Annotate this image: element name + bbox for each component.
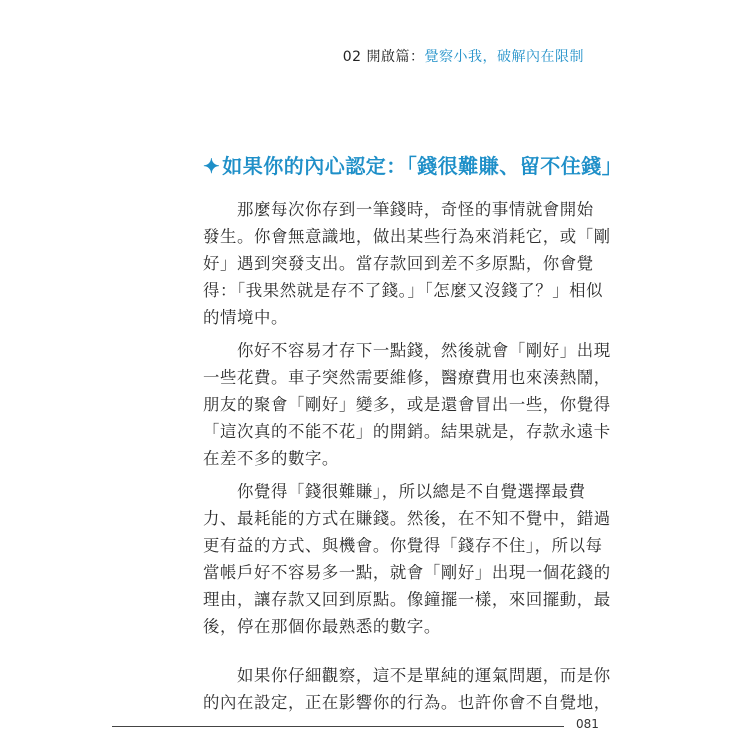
- text-line: 如果你仔細觀察，這不是單純的運氣問題，而是你: [203, 666, 611, 685]
- text-line: 那麼每次你存到一筆錢時，奇怪的事情就會開始: [203, 200, 594, 219]
- page-number: 081: [576, 717, 599, 731]
- paragraph: [203, 196, 611, 331]
- text-line: 在差不多的數字。: [203, 449, 339, 468]
- text-line: 的內在設定，正在影響你的行為。也許你會不自覺地，: [203, 693, 611, 712]
- text-line: 理由，讓存款又回到原點。像鐘擺一樣，來回擺動，最: [203, 590, 611, 609]
- four-pointed-star-icon: ✦: [203, 154, 221, 178]
- paragraph: [203, 337, 611, 472]
- text-line: 得：「我果然就是存不了錢。」「怎麼又沒錢了？」相似: [203, 281, 604, 300]
- paragraph: [203, 478, 611, 640]
- text-line: 你好不容易才存下一點錢，然後就會「剛好」出現: [203, 341, 611, 360]
- chapter-subtitle: 覺察小我，破解內在限制: [424, 49, 584, 65]
- text-line: 後，停在那個你最熟悉的數字。: [203, 617, 441, 636]
- running-header: [343, 46, 584, 66]
- body-text: [203, 196, 611, 716]
- text-line: 當帳戶好不容易多一點，就會「剛好」出現一個花錢的: [203, 563, 611, 582]
- section-title: 如果你的內心認定：「錢很難賺、留不住錢」: [222, 154, 623, 178]
- footer-rule: [112, 726, 564, 727]
- text-line: 一些花費。車子突然需要維修，醫療費用也來湊熱鬧，: [203, 368, 611, 387]
- text-line: 更有益的方式、與機會。你覺得「錢存不住」，所以每: [203, 536, 603, 555]
- text-line: 的情境中。: [203, 308, 288, 327]
- text-line: 好」遇到突發支出。當存款回到差不多原點，你會覺: [203, 254, 594, 273]
- text-line: 發生。你會無意識地，做出某些行為來消耗它，或「剛: [203, 227, 611, 246]
- text-line: 「這次真的不能不花」的開銷。結果就是，存款永遠卡: [203, 422, 611, 441]
- section-heading: [203, 150, 622, 179]
- chapter-label: 02 開啟篇：: [342, 49, 425, 65]
- text-line: 力、最耗能的方式在賺錢。然後，在不知不覺中，錯過: [203, 509, 611, 528]
- text-line: 你覺得「錢很難賺」，所以總是不自覺選擇最費: [203, 482, 586, 501]
- paragraph: [203, 662, 611, 716]
- text-line: 朋友的聚會「剛好」變多，或是還會冒出一些，你覺得: [203, 395, 611, 414]
